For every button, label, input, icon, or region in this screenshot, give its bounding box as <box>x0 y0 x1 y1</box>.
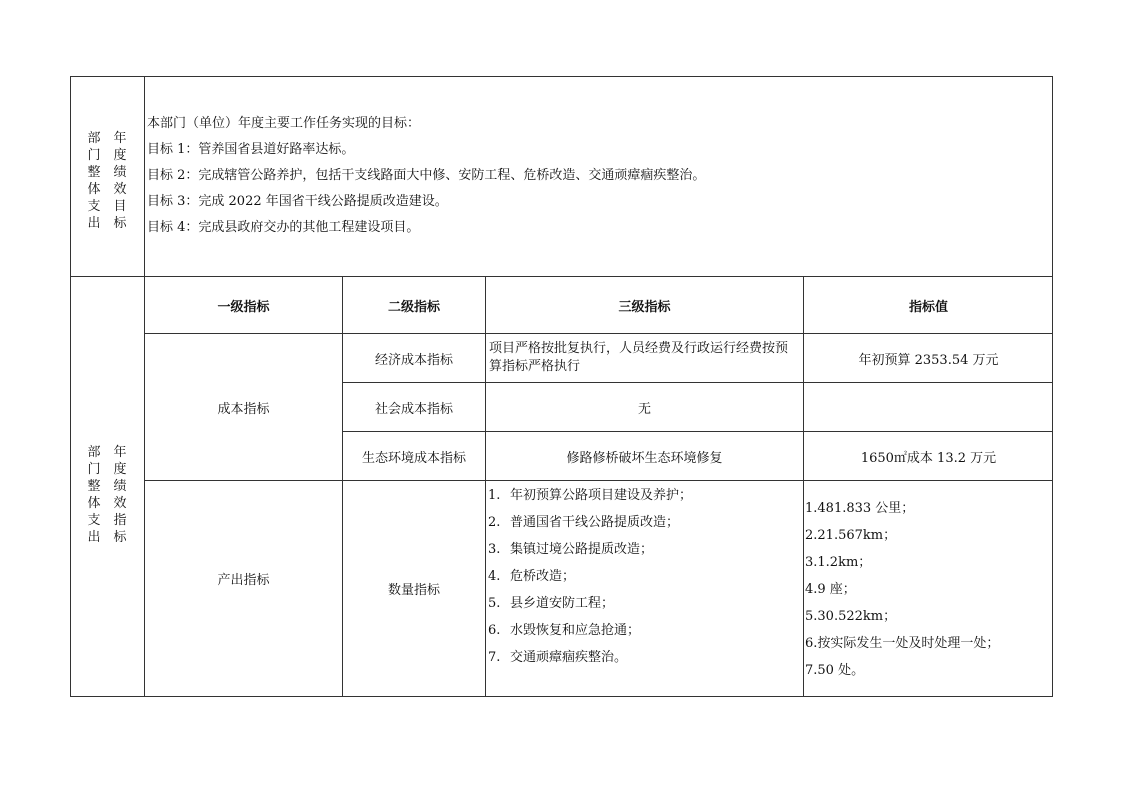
header-level3: 三级指标 <box>618 299 671 315</box>
header-level2: 二级指标 <box>387 299 440 315</box>
header-level1: 一级指标 <box>217 299 270 315</box>
list-item: 6. 水毁恢复和应急抢通； <box>488 623 641 638</box>
list-item: 3.1.2km； <box>805 555 872 570</box>
goal-4-line: 目标 4：完成县政府交办的其他工程建设项目。 <box>147 220 420 235</box>
header-value: 指标值 <box>908 299 948 315</box>
output-indicator-label: 产出指标 <box>217 573 270 588</box>
list-item: 3. 集镇过境公路提质改造； <box>488 542 654 557</box>
list-item: 6.按实际发生一处及时处理一处； <box>805 636 1000 651</box>
quantity-indicator-label: 数量指标 <box>387 583 440 598</box>
indicators-label-col1: 部门整体支出 <box>87 445 101 545</box>
list-item: 2. 普通国省干线公路提质改造； <box>488 515 680 530</box>
quantity-items-list <box>488 482 692 671</box>
goals-intro-line: 本部门（单位）年度主要工作任务实现的目标： <box>147 116 421 131</box>
list-item: 1.481.833 公里； <box>805 501 915 516</box>
goals-label-col2: 年度绩效目标 <box>113 131 127 231</box>
list-item: 1. 年初预算公路项目建设及养护； <box>488 488 693 503</box>
economic-cost-label: 经济成本指标 <box>374 352 453 368</box>
cost-indicator-label: 成本指标 <box>217 401 270 417</box>
list-item: 5. 县乡道安防工程； <box>488 596 615 611</box>
list-item: 7.50 处。 <box>805 663 865 678</box>
list-item: 7. 交通顽瘴痼疾整治。 <box>488 650 628 665</box>
list-item: 2.21.567km； <box>805 528 897 543</box>
eco-cost-value: 1650㎡成本 13.2 万元 <box>860 450 997 466</box>
goal-2-line: 目标 2：完成辖管公路养护，包括干支线路面大中修、安防工程、危桥改造、交通顽瘴痼疾整治。 <box>147 168 706 183</box>
eco-cost-label: 生态环境成本指标 <box>361 450 466 466</box>
quantity-values-list <box>805 495 999 684</box>
social-cost-label: 社会成本指标 <box>374 401 453 417</box>
economic-cost-value: 年初预算 2353.54 万元 <box>858 352 999 368</box>
eco-cost-description: 修路修桥破坏生态环境修复 <box>566 450 723 466</box>
social-cost-description: 无 <box>637 401 651 417</box>
goal-3-line: 目标 3：完成 2022 年国省干线公路提质改造建设。 <box>147 194 448 209</box>
goals-label-col1: 部门整体支出 <box>87 131 101 231</box>
economic-cost-description: 项目严格按批复执行，人员经费及行政运行经费按预算指标严格执行 <box>489 341 789 374</box>
indicators-label-col2: 年度绩效指标 <box>113 445 127 545</box>
list-item: 4.9 座； <box>805 582 856 597</box>
goals-divider <box>144 76 145 277</box>
list-item: 5.30.522km； <box>805 609 897 624</box>
social-cost-value <box>804 383 1053 431</box>
goal-1-line: 目标 1：管养国省县道好路率达标。 <box>147 142 355 157</box>
list-item: 4. 危桥改造； <box>488 569 576 584</box>
